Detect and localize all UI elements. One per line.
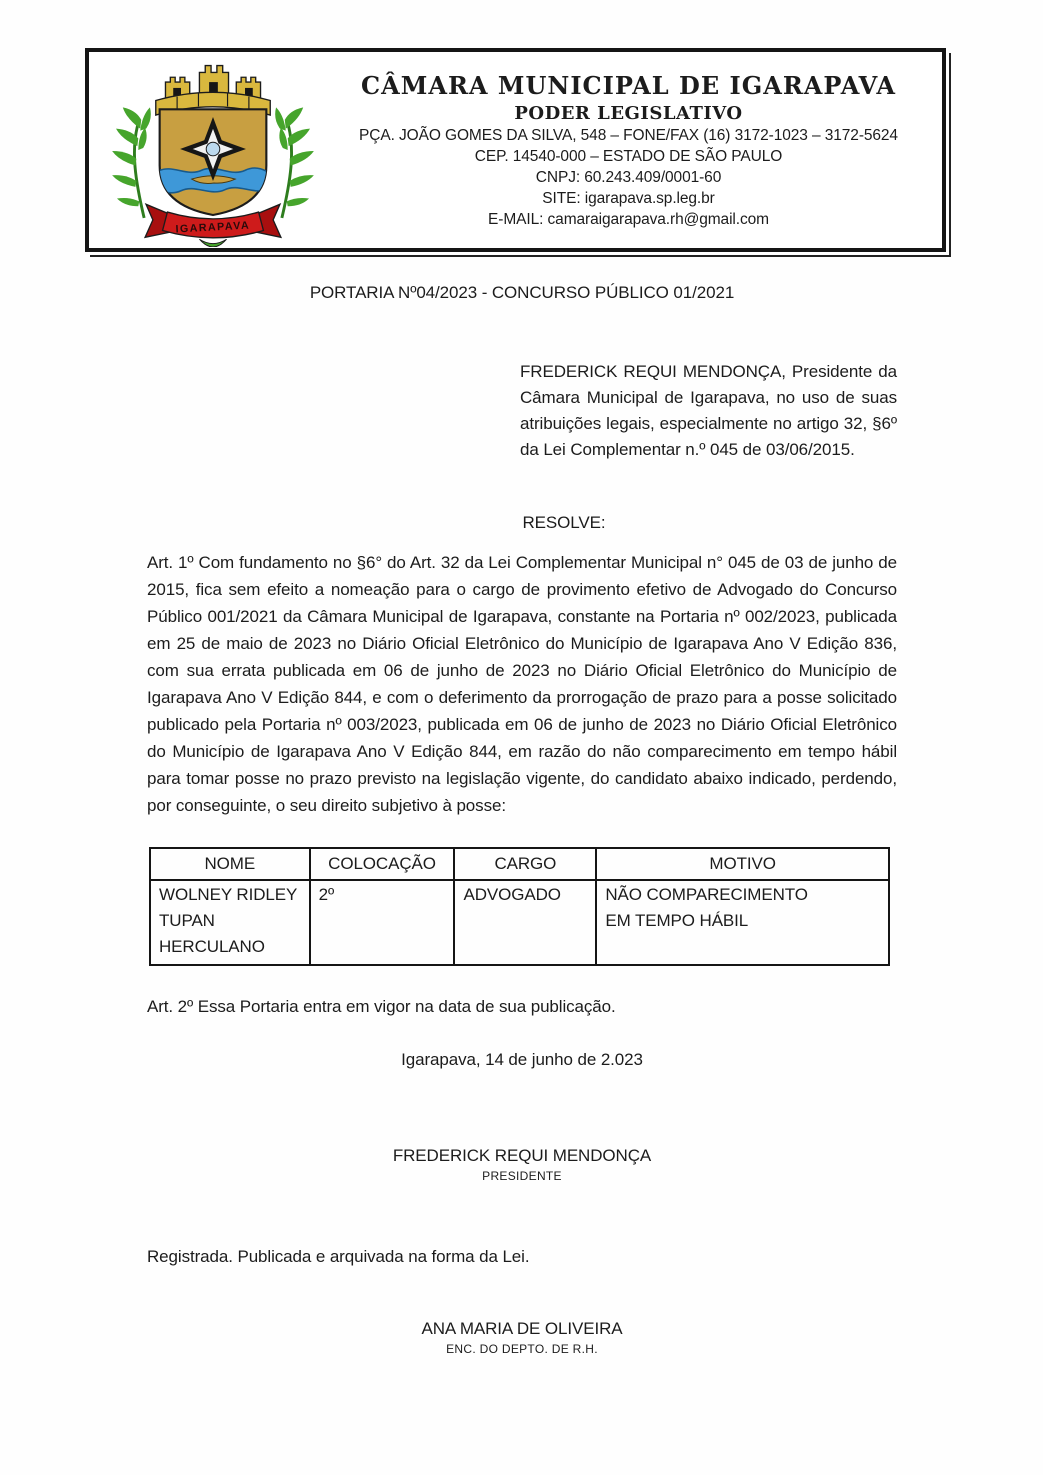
- table-row: [150, 880, 889, 965]
- signature-role-president: PRESIDENTE: [482, 1169, 562, 1183]
- signature-role-hr: ENC. DO DEPTO. DE R.H.: [446, 1342, 598, 1356]
- municipal-coat-of-arms: [97, 53, 329, 247]
- document-body: [147, 283, 897, 1356]
- shield-icon: [158, 109, 269, 215]
- preamble-paragraph: FREDERICK REQUI MENDONÇA, Presidente da Câmara Municipal de Igarapava, no uso de suas atribuições legais, especialmente no artigo 32, §6º da Lei Complementar n.º 045 de 03/06/2015.: [520, 362, 897, 459]
- signature-name-president: FREDERICK REQUI MENDONÇA: [392, 1146, 652, 1165]
- mural-crown-icon: [156, 66, 270, 115]
- column-header-colocacao: COLOCAÇÃO: [310, 848, 455, 880]
- cell-colocacao: 2º: [310, 880, 455, 965]
- cell-cargo: ADVOGADO: [454, 880, 596, 965]
- cell-nome: WOLNEY RIDLEY TUPAN HERCULANO: [150, 880, 310, 965]
- org-address: PÇA. JOÃO GOMES DA SILVA, 548 – FONE/FAX (16) 3172-1023 – 3172-5624: [359, 126, 898, 144]
- registration-note: Registrada. Publicada e arquivada na forma da Lei.: [147, 1247, 530, 1266]
- article-2-paragraph: Art. 2º Essa Portaria entra em vigor na data de sua publicação.: [147, 997, 616, 1016]
- candidates-table: [149, 847, 890, 966]
- article-1-paragraph: Art. 1º Com fundamento no §6° do Art. 32 da Lei Complementar Municipal n° 045 de 03 de junho de 2015, fica sem efeito a nomeação para o cargo de provimento efetivo de Advogado do Concurso Público 001/2021 da Câmara Municipal de Igarapava, constante na Portaria nº 002/2023, publicada em 25 de maio de 2023 no Diário Oficial Eletrônico do Município de Igarapava Ano V Edição 836, com sua errata publicada em 06 de junho de 2023 no Diário Oficial Eletrônico do Município de Igarapava Ano V Edição 844, e com o deferimento da prorrogação de prazo para a posse solicitado publicado pela Portaria nº 003/2023, publicada em 06 de junho de 2023 no Diário Oficial Eletrônico do Município de Igarapava Ano V Edição 844, em razão do não comparecimento em tempo hábil para tomar posse no prazo previsto na legislação vigente, do candidato abaixo indicado, perdendo, por conseguinte, o seu direito subjetivo à posse:: [147, 553, 897, 815]
- ribbon-text: IGARAPAVA: [175, 219, 251, 236]
- motivo-line-1: NÃO COMPARECIMENTO: [605, 885, 808, 904]
- resolve-label: RESOLVE:: [522, 513, 606, 532]
- org-site: SITE: igarapava.sp.leg.br: [542, 189, 715, 207]
- org-subtitle: PODER LEGISLATIVO: [514, 102, 743, 124]
- signature-block-president: [147, 1146, 897, 1183]
- motivo-line-2: EM TEMPO HÁBIL: [605, 911, 749, 930]
- org-cep: CEP. 14540-000 – ESTADO DE SÃO PAULO: [474, 147, 783, 165]
- cell-motivo: [596, 880, 889, 965]
- org-name: CÂMARA MUNICIPAL DE IGARAPAVA: [361, 70, 896, 100]
- letterhead-text: [329, 71, 942, 230]
- date-line: Igarapava, 14 de junho de 2.023: [401, 1050, 643, 1069]
- left-branch-icon: [112, 107, 151, 218]
- right-branch-icon: [275, 107, 314, 218]
- column-header-nome: NOME: [150, 848, 310, 880]
- signature-name-hr: ANA MARIA DE OLIVEIRA: [421, 1319, 623, 1338]
- document-title: PORTARIA Nº04/2023 - CONCURSO PÚBLICO 01/2021: [309, 283, 735, 302]
- column-header-motivo: MOTIVO: [596, 848, 889, 880]
- column-header-cargo: CARGO: [454, 848, 596, 880]
- table-header-row: [150, 848, 889, 880]
- coat-of-arms-icon: [97, 53, 329, 247]
- org-email: E-MAIL: camaraigarapava.rh@gmail.com: [488, 210, 769, 228]
- org-cnpj: CNPJ: 60.243.409/0001-60: [535, 168, 722, 186]
- signature-block-hr: [147, 1319, 897, 1356]
- letterhead: [85, 48, 946, 252]
